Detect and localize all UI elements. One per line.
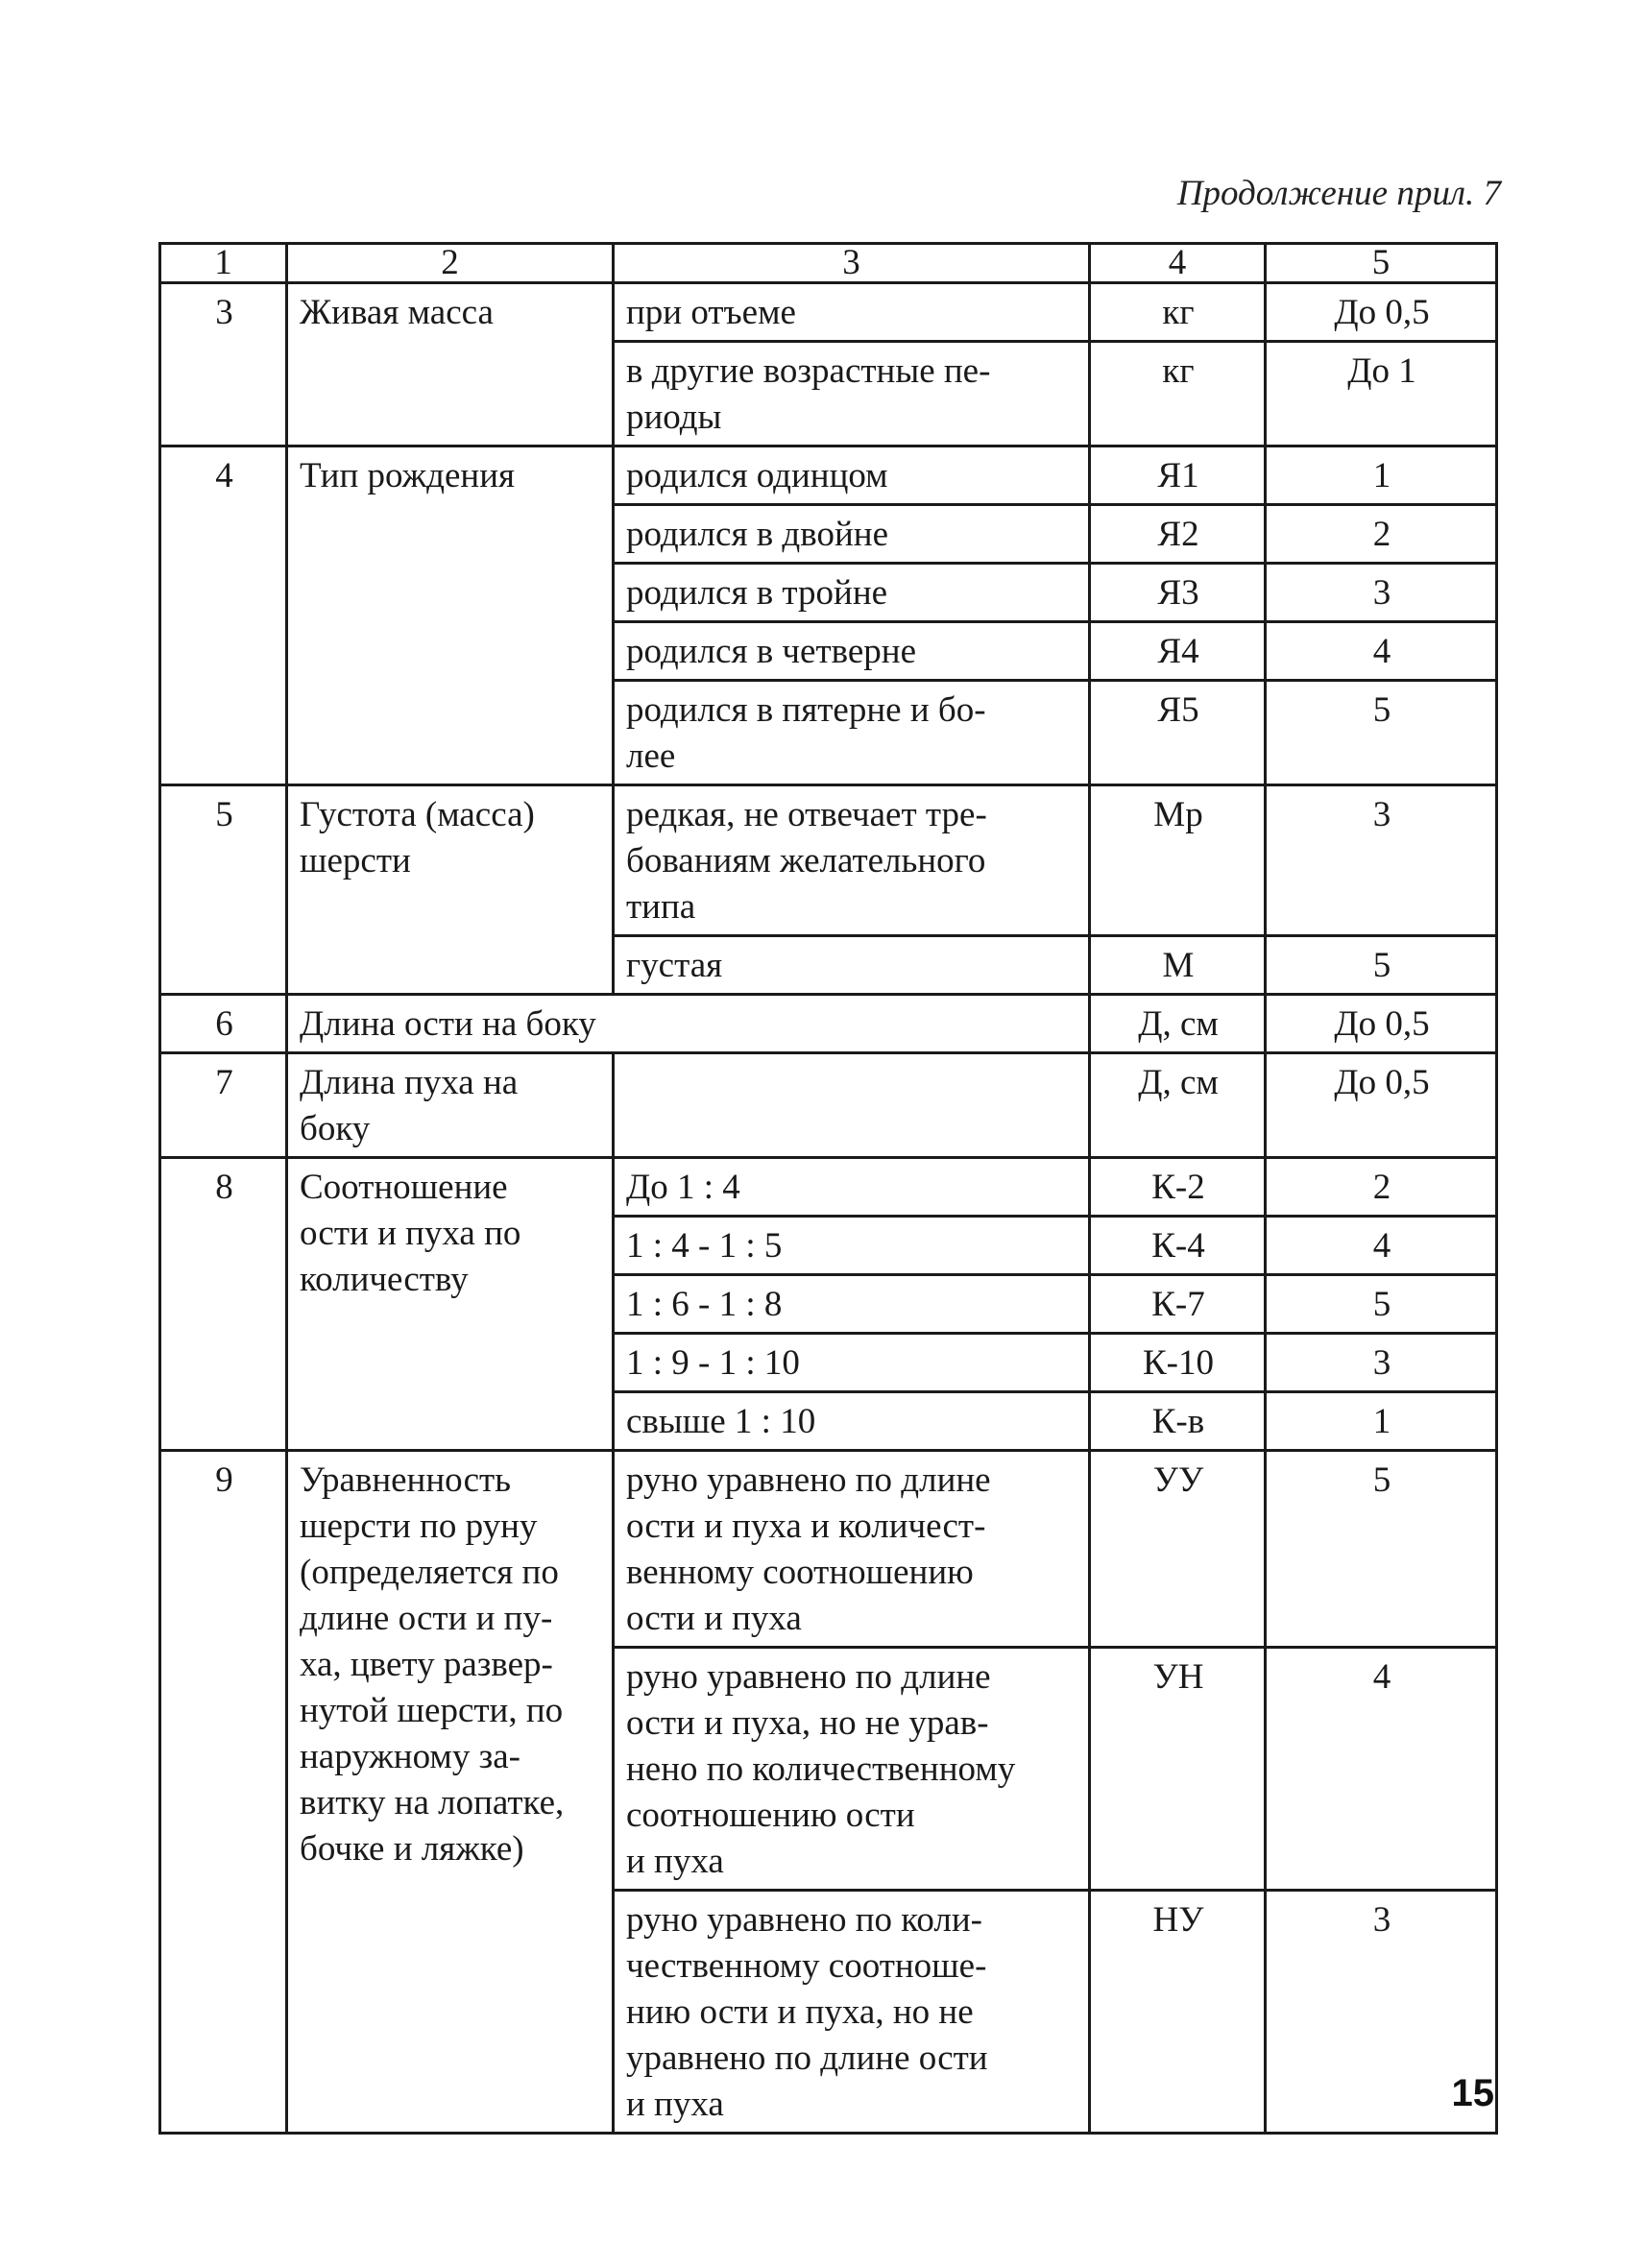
column-number-row [160,244,1497,283]
row-number: 5 [160,785,287,995]
trait-description: руно уравнено по длине ости и пуха, но не урав- нено по количественному соотношению ости и пуха [614,1648,1090,1891]
row-number: 3 [160,283,287,446]
trait-score: 3 [1266,564,1497,622]
trait-name: Длина пуха на боку [287,1053,614,1158]
trait-description: родился в пятерне и бо- лее [614,681,1090,785]
trait-code: К-7 [1090,1275,1266,1334]
trait-code: К-2 [1090,1158,1266,1217]
trait-code: Д, см [1090,1053,1266,1158]
trait-code: Я2 [1090,505,1266,564]
trait-description: родился в четверне [614,622,1090,681]
table-row [160,995,1497,1053]
trait-code: Я5 [1090,681,1266,785]
trait-code: кг [1090,283,1266,342]
trait-score: 3 [1266,1334,1497,1392]
table-row [160,1053,1497,1158]
trait-description: 1 : 4 - 1 : 5 [614,1217,1090,1275]
trait-description [614,1053,1090,1158]
trait-score: До 0,5 [1266,283,1497,342]
row-number: 4 [160,446,287,785]
trait-score: 4 [1266,1648,1497,1891]
row-number: 9 [160,1451,287,2134]
column-header: 4 [1090,244,1266,283]
trait-name: Живая масса [287,283,614,446]
trait-description: густая [614,936,1090,995]
trait-description: родился в тройне [614,564,1090,622]
table-row [160,1451,1497,1648]
trait-score: 1 [1266,1392,1497,1451]
trait-code: кг [1090,342,1266,446]
trait-description: родился одинцом [614,446,1090,505]
trait-code: К-в [1090,1392,1266,1451]
trait-description: редкая, не отвечает тре- бованиям желательного типа [614,785,1090,936]
trait-code: Я4 [1090,622,1266,681]
trait-score: 5 [1266,1275,1497,1334]
row-number: 6 [160,995,287,1053]
trait-score: 5 [1266,936,1497,995]
trait-code: УН [1090,1648,1266,1891]
trait-score: До 0,5 [1266,1053,1497,1158]
trait-description: в другие возрастные пе- риоды [614,342,1090,446]
continuation-note: Продолжение прил. 7 [1176,174,1501,213]
trait-score: 3 [1266,785,1497,936]
row-number: 7 [160,1053,287,1158]
row-number: 8 [160,1158,287,1451]
trait-description: при отъеме [614,283,1090,342]
table-row [160,785,1497,936]
column-header: 2 [287,244,614,283]
table-row [160,1158,1497,1217]
trait-description: руно уравнено по коли- чественному соотноше- нию ости и пуха, но не уравнено по длине ости и пуха [614,1891,1090,2134]
trait-code: Я1 [1090,446,1266,505]
trait-score: 4 [1266,1217,1497,1275]
trait-description: свыше 1 : 10 [614,1392,1090,1451]
trait-score: До 0,5 [1266,995,1497,1053]
trait-description: руно уравнено по длине ости и пуха и количест- венному соотношению ости и пуха [614,1451,1090,1648]
trait-description: 1 : 9 - 1 : 10 [614,1334,1090,1392]
trait-code: НУ [1090,1891,1266,2134]
trait-score: До 1 [1266,342,1497,446]
trait-name: Тип рождения [287,446,614,785]
trait-code: Мр [1090,785,1266,936]
trait-code: Д, см [1090,995,1266,1053]
trait-score: 5 [1266,1451,1497,1648]
column-header: 5 [1266,244,1497,283]
trait-description: 1 : 6 - 1 : 8 [614,1275,1090,1334]
trait-name: Длина ости на боку [287,995,1090,1053]
table-row [160,446,1497,505]
trait-name: Уравненность шерсти по руну (определяется по длине ости и пу- ха, цвету развер- нутой шерсти, по наружному за- витку на лопатке, бочке и ляжке) [287,1451,614,2134]
trait-code: Я3 [1090,564,1266,622]
trait-name: Соотношение ости и пуха по количеству [287,1158,614,1451]
trait-score: 2 [1266,505,1497,564]
trait-description: До 1 : 4 [614,1158,1090,1217]
trait-code: М [1090,936,1266,995]
trait-score: 2 [1266,1158,1497,1217]
column-header: 3 [614,244,1090,283]
trait-name: Густота (масса) шерсти [287,785,614,995]
trait-score: 4 [1266,622,1497,681]
trait-code: УУ [1090,1451,1266,1648]
column-header: 1 [160,244,287,283]
page-number: 15 [1451,2072,1494,2114]
trait-score: 1 [1266,446,1497,505]
trait-code: К-10 [1090,1334,1266,1392]
trait-description: родился в двойне [614,505,1090,564]
trait-score: 3 [1266,1891,1497,2134]
trait-code: К-4 [1090,1217,1266,1275]
table-row [160,283,1497,342]
trait-score: 5 [1266,681,1497,785]
evaluation-table [158,242,1498,2135]
